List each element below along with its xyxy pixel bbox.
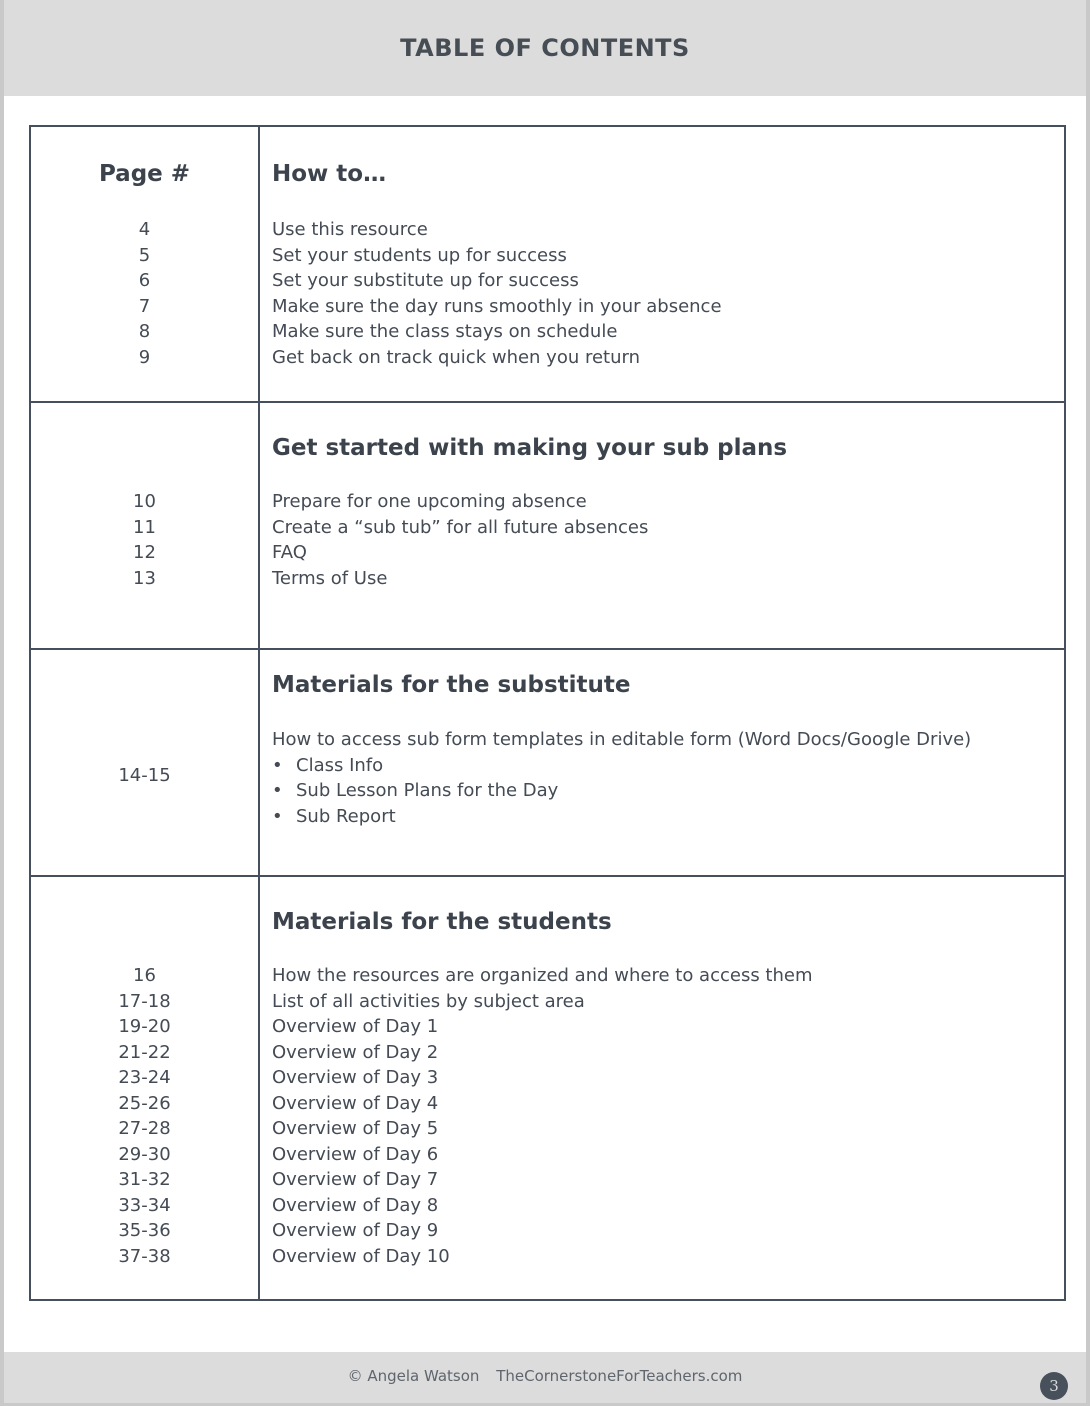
toc-entry: FAQ xyxy=(272,542,307,563)
toc-entry: Overview of Day 4 xyxy=(272,1092,439,1114)
toc-entry: Overview of Day 2 xyxy=(272,1041,439,1063)
page-number: 5 xyxy=(138,244,151,266)
bullet-item xyxy=(272,778,1052,804)
row-divider xyxy=(31,875,1064,877)
section-title: Materials for the substitute xyxy=(272,672,631,698)
website-text: TheCornerstoneForTeachers.com xyxy=(496,1367,743,1385)
section-entries xyxy=(272,217,1052,370)
toc-entry: Prepare for one upcoming absence xyxy=(272,491,587,512)
page-number: 27-28 xyxy=(118,1118,171,1139)
section-page-numbers xyxy=(31,217,258,370)
page-number: 33-34 xyxy=(118,1194,171,1216)
page-number: 11 xyxy=(133,516,156,538)
page-number: 10 xyxy=(133,491,156,512)
page-number: 12 xyxy=(133,542,156,563)
toc-entry: Overview of Day 9 xyxy=(272,1220,439,1241)
bullet-item xyxy=(272,753,1052,779)
toc-entry: List of all activities by subject area xyxy=(272,990,585,1012)
bullet-icon: • xyxy=(272,780,283,801)
bullet-label: Sub Report xyxy=(296,805,396,827)
page-number: 14-15 xyxy=(118,765,171,786)
copyright-text: © Angela Watson xyxy=(347,1367,480,1385)
bullet-item xyxy=(272,804,1052,830)
page-number: 4 xyxy=(138,219,151,240)
toc-entry: How the resources are organized and where to access them xyxy=(272,965,813,986)
toc-entry: Overview of Day 1 xyxy=(272,1016,439,1037)
page-number: 6 xyxy=(138,270,151,291)
toc-entry: Set your substitute up for success xyxy=(272,270,579,291)
section-entries xyxy=(272,727,1052,829)
section-entries xyxy=(272,489,1052,591)
bullet-icon: • xyxy=(272,805,283,827)
toc-table xyxy=(29,125,1066,1301)
header-band xyxy=(4,0,1086,96)
footer-band xyxy=(4,1352,1086,1403)
toc-entry: Overview of Day 6 xyxy=(272,1143,439,1165)
page-number: 23-24 xyxy=(118,1067,171,1088)
bullet-label: Sub Lesson Plans for the Day xyxy=(296,780,559,801)
page-number: 21-22 xyxy=(118,1041,171,1063)
toc-entry: Overview of Day 10 xyxy=(272,1245,450,1267)
section-title: Get started with making your sub plans xyxy=(272,435,788,461)
section-page-numbers xyxy=(31,489,258,591)
page-number: 7 xyxy=(138,295,151,317)
bullet-label: Class Info xyxy=(296,754,384,776)
toc-entry: How to access sub form templates in editable form (Word Docs/Google Drive) xyxy=(272,729,972,750)
toc-entry: Overview of Day 7 xyxy=(272,1169,439,1190)
page-number: 13 xyxy=(133,567,156,589)
bullet-icon: • xyxy=(272,754,283,776)
section-title: How to… xyxy=(272,161,387,187)
page-number: 8 xyxy=(138,321,151,342)
page-number-heading: Page # xyxy=(98,161,191,187)
row-divider xyxy=(31,648,1064,650)
page-number-badge: 3 xyxy=(1040,1372,1068,1400)
page-number: 25-26 xyxy=(118,1092,171,1114)
page-number: 9 xyxy=(138,346,151,368)
page-number: 31-32 xyxy=(118,1169,171,1190)
toc-entry: Terms of Use xyxy=(272,567,388,589)
page-number: 19-20 xyxy=(118,1016,171,1037)
toc-entry: Make sure the day runs smoothly in your absence xyxy=(272,295,722,317)
page-number: 16 xyxy=(133,965,156,986)
toc-entry: Get back on track quick when you return xyxy=(272,346,641,368)
section-page-numbers xyxy=(31,763,258,789)
toc-entry: Overview of Day 8 xyxy=(272,1194,439,1216)
section-page-numbers xyxy=(31,963,258,1269)
toc-entry: Make sure the class stays on schedule xyxy=(272,321,618,342)
row-divider xyxy=(31,401,1064,403)
toc-entry: Use this resource xyxy=(272,219,428,240)
toc-entry: Overview of Day 3 xyxy=(272,1067,439,1088)
section-title: Materials for the students xyxy=(272,909,612,935)
toc-entry: Overview of Day 5 xyxy=(272,1118,439,1139)
toc-entry: Set your students up for success xyxy=(272,244,567,266)
column-divider xyxy=(258,127,260,1299)
page-number: 37-38 xyxy=(118,1245,171,1267)
section-entries xyxy=(272,963,1052,1269)
footer-credit xyxy=(4,1367,1086,1385)
page-number: 35-36 xyxy=(118,1220,171,1241)
page-number: 17-18 xyxy=(118,990,171,1012)
page-number: 29-30 xyxy=(118,1143,171,1165)
toc-entry: Create a “sub tub” for all future absences xyxy=(272,516,649,538)
page-title: TABLE OF CONTENTS xyxy=(400,34,690,62)
